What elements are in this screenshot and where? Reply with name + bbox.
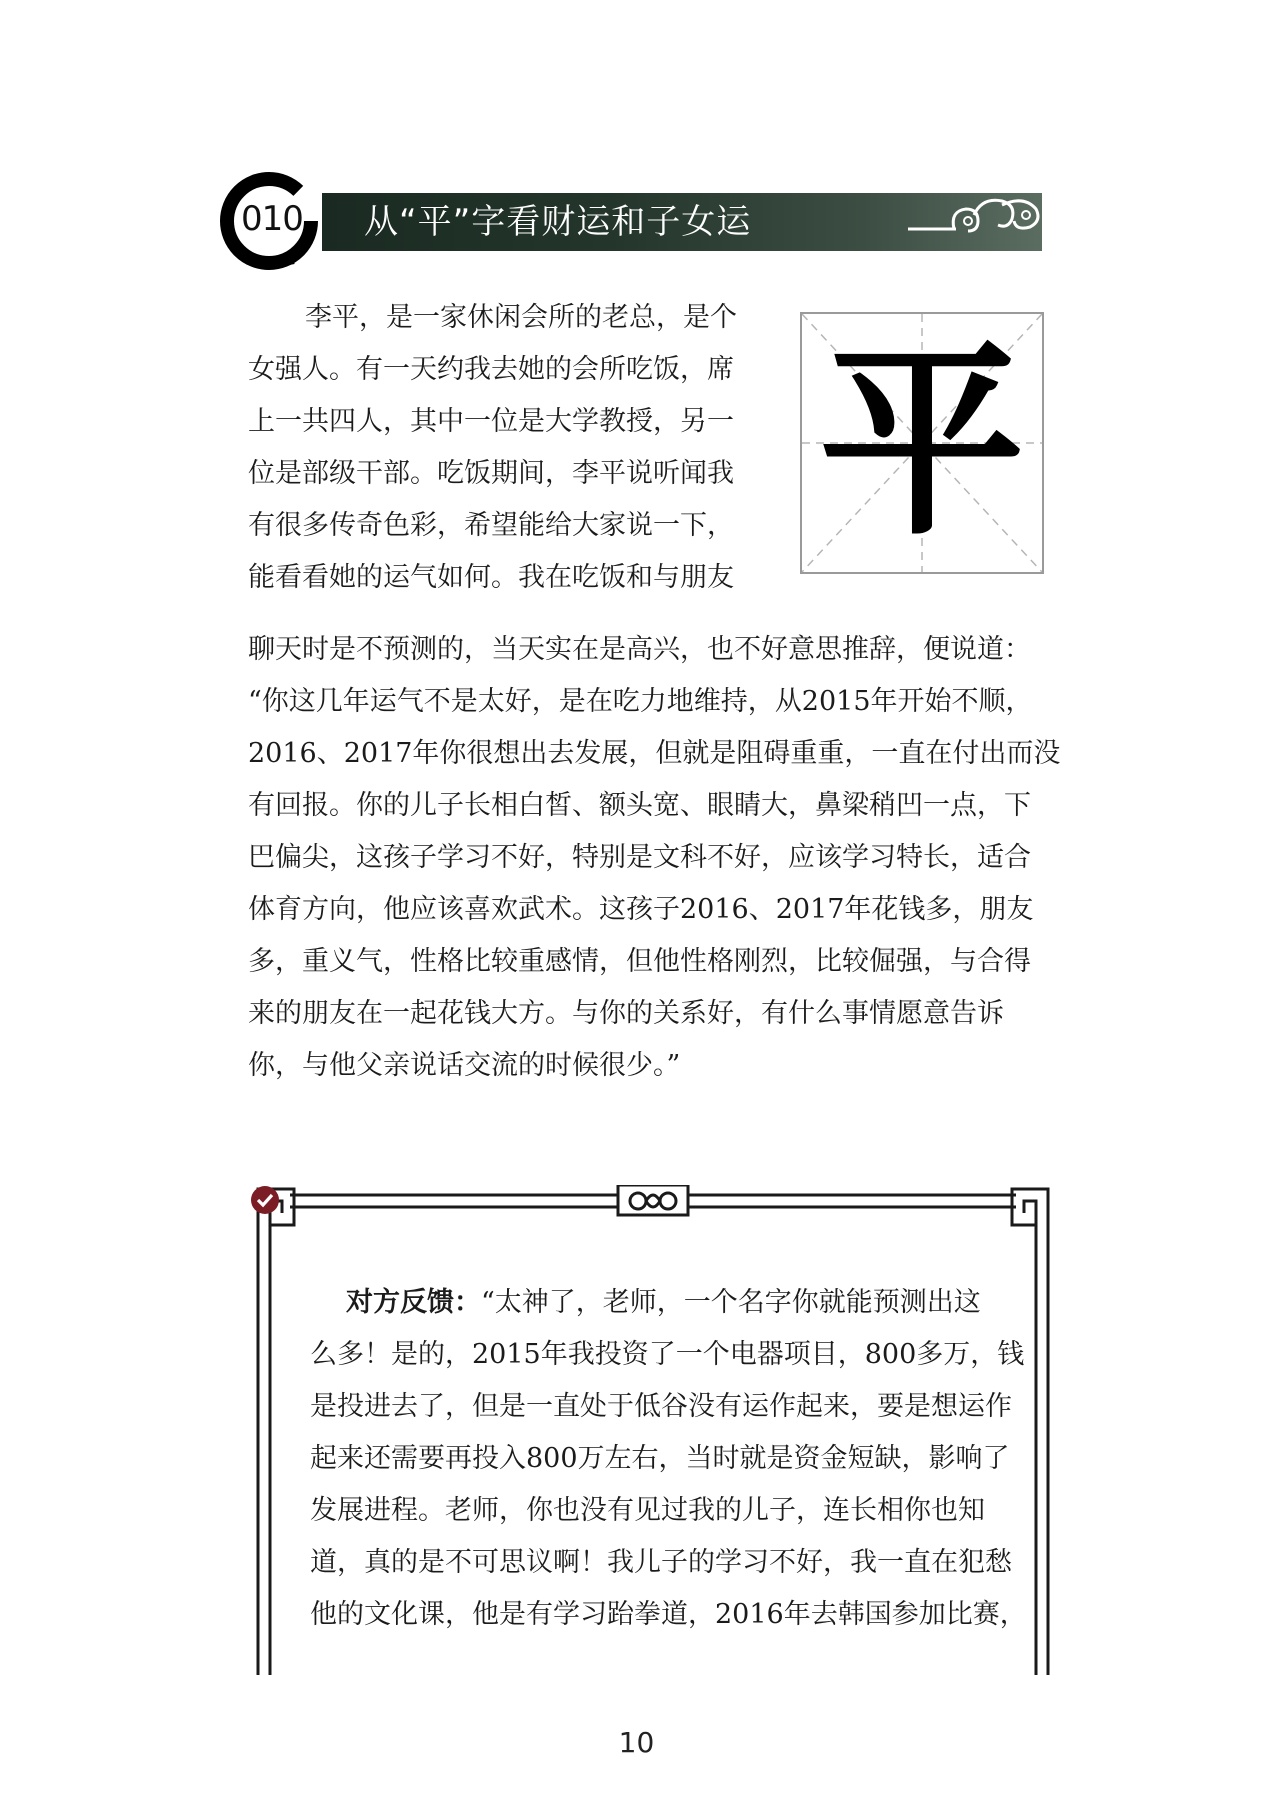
feedback-line: “太神了，老师，一个名字你就能预测出这 bbox=[481, 1287, 981, 1318]
feedback-line: 他的文化课，他是有学习跆拳道，2016年去韩国参加比赛， bbox=[310, 1599, 1027, 1630]
feedback-line: 么多！是的，2015年我投资了一个电器项目，800多万，钱 bbox=[310, 1339, 1025, 1370]
body-line: 聊天时是不预测的，当天实在是高兴，也不好意思推辞，便说道： bbox=[248, 634, 1031, 665]
body-line: 女强人。有一天约我去她的会所吃饭，席 bbox=[248, 354, 734, 385]
character-grid bbox=[800, 312, 1044, 574]
cloud-ornament-icon bbox=[904, 189, 1044, 253]
body-line: 多，重义气，性格比较重感情，但他性格刚烈，比较倔强，与合得 bbox=[248, 946, 1031, 977]
body-line: 体育方向，他应该喜欢武术。这孩子2016、2017年花钱多，朋友 bbox=[248, 894, 1034, 925]
body-line: 来的朋友在一起花钱大方。与你的关系好，有什么事情愿意告诉 bbox=[248, 998, 1004, 1029]
feedback-line: 起来还需要再投入800万左右，当时就是资金短缺，影响了 bbox=[310, 1443, 1010, 1474]
body-line: 巴偏尖，这孩子学习不好，特别是文科不好，应该学习特长，适合 bbox=[248, 842, 1031, 873]
body-line: 你，与他父亲说话交流的时候很少。” bbox=[248, 1050, 681, 1081]
page-number: 10 bbox=[618, 1726, 655, 1759]
feedback-line: 道，真的是不可思议啊！我儿子的学习不好，我一直在犯愁 bbox=[310, 1547, 1012, 1578]
chapter-number: 010 bbox=[241, 199, 303, 239]
body-line: 有很多传奇色彩，希望能给大家说一下， bbox=[248, 510, 734, 541]
scroll-ornament bbox=[618, 1185, 688, 1215]
chapter-banner bbox=[214, 165, 1044, 285]
body-line: 能看看她的运气如何。我在吃饭和与朋友 bbox=[248, 562, 734, 593]
body-line: 有回报。你的儿子长相白皙、额头宽、眼睛大，鼻梁稍凹一点，下 bbox=[248, 790, 1031, 821]
feedback-frame bbox=[250, 1185, 1056, 1675]
checkmark-icon bbox=[250, 1185, 280, 1215]
body-line: “你这几年运气不是太好，是在吃力地维持，从2015年开始不顺， bbox=[248, 686, 1033, 717]
body-line: 上一共四人，其中一位是大学教授，另一 bbox=[248, 406, 734, 437]
featured-character: 平 bbox=[818, 323, 1025, 563]
body-line: 李平，是一家休闲会所的老总，是个 bbox=[305, 302, 737, 333]
chapter-title: 从“平”字看财运和子女运 bbox=[364, 202, 752, 242]
feedback-line: 是投进去了，但是一直处于低谷没有运作起来，要是想运作 bbox=[310, 1391, 1012, 1422]
feedback-label: 对方反馈： bbox=[346, 1287, 481, 1318]
body-line: 位是部级干部。吃饭期间，李平说听闻我 bbox=[248, 458, 734, 489]
body-line: 2016、2017年你很想出去发展，但就是阻碍重重，一直在付出而没 bbox=[248, 738, 1061, 769]
feedback-line: 发展进程。老师，你也没有见过我的儿子，连长相你也知 bbox=[310, 1495, 985, 1526]
